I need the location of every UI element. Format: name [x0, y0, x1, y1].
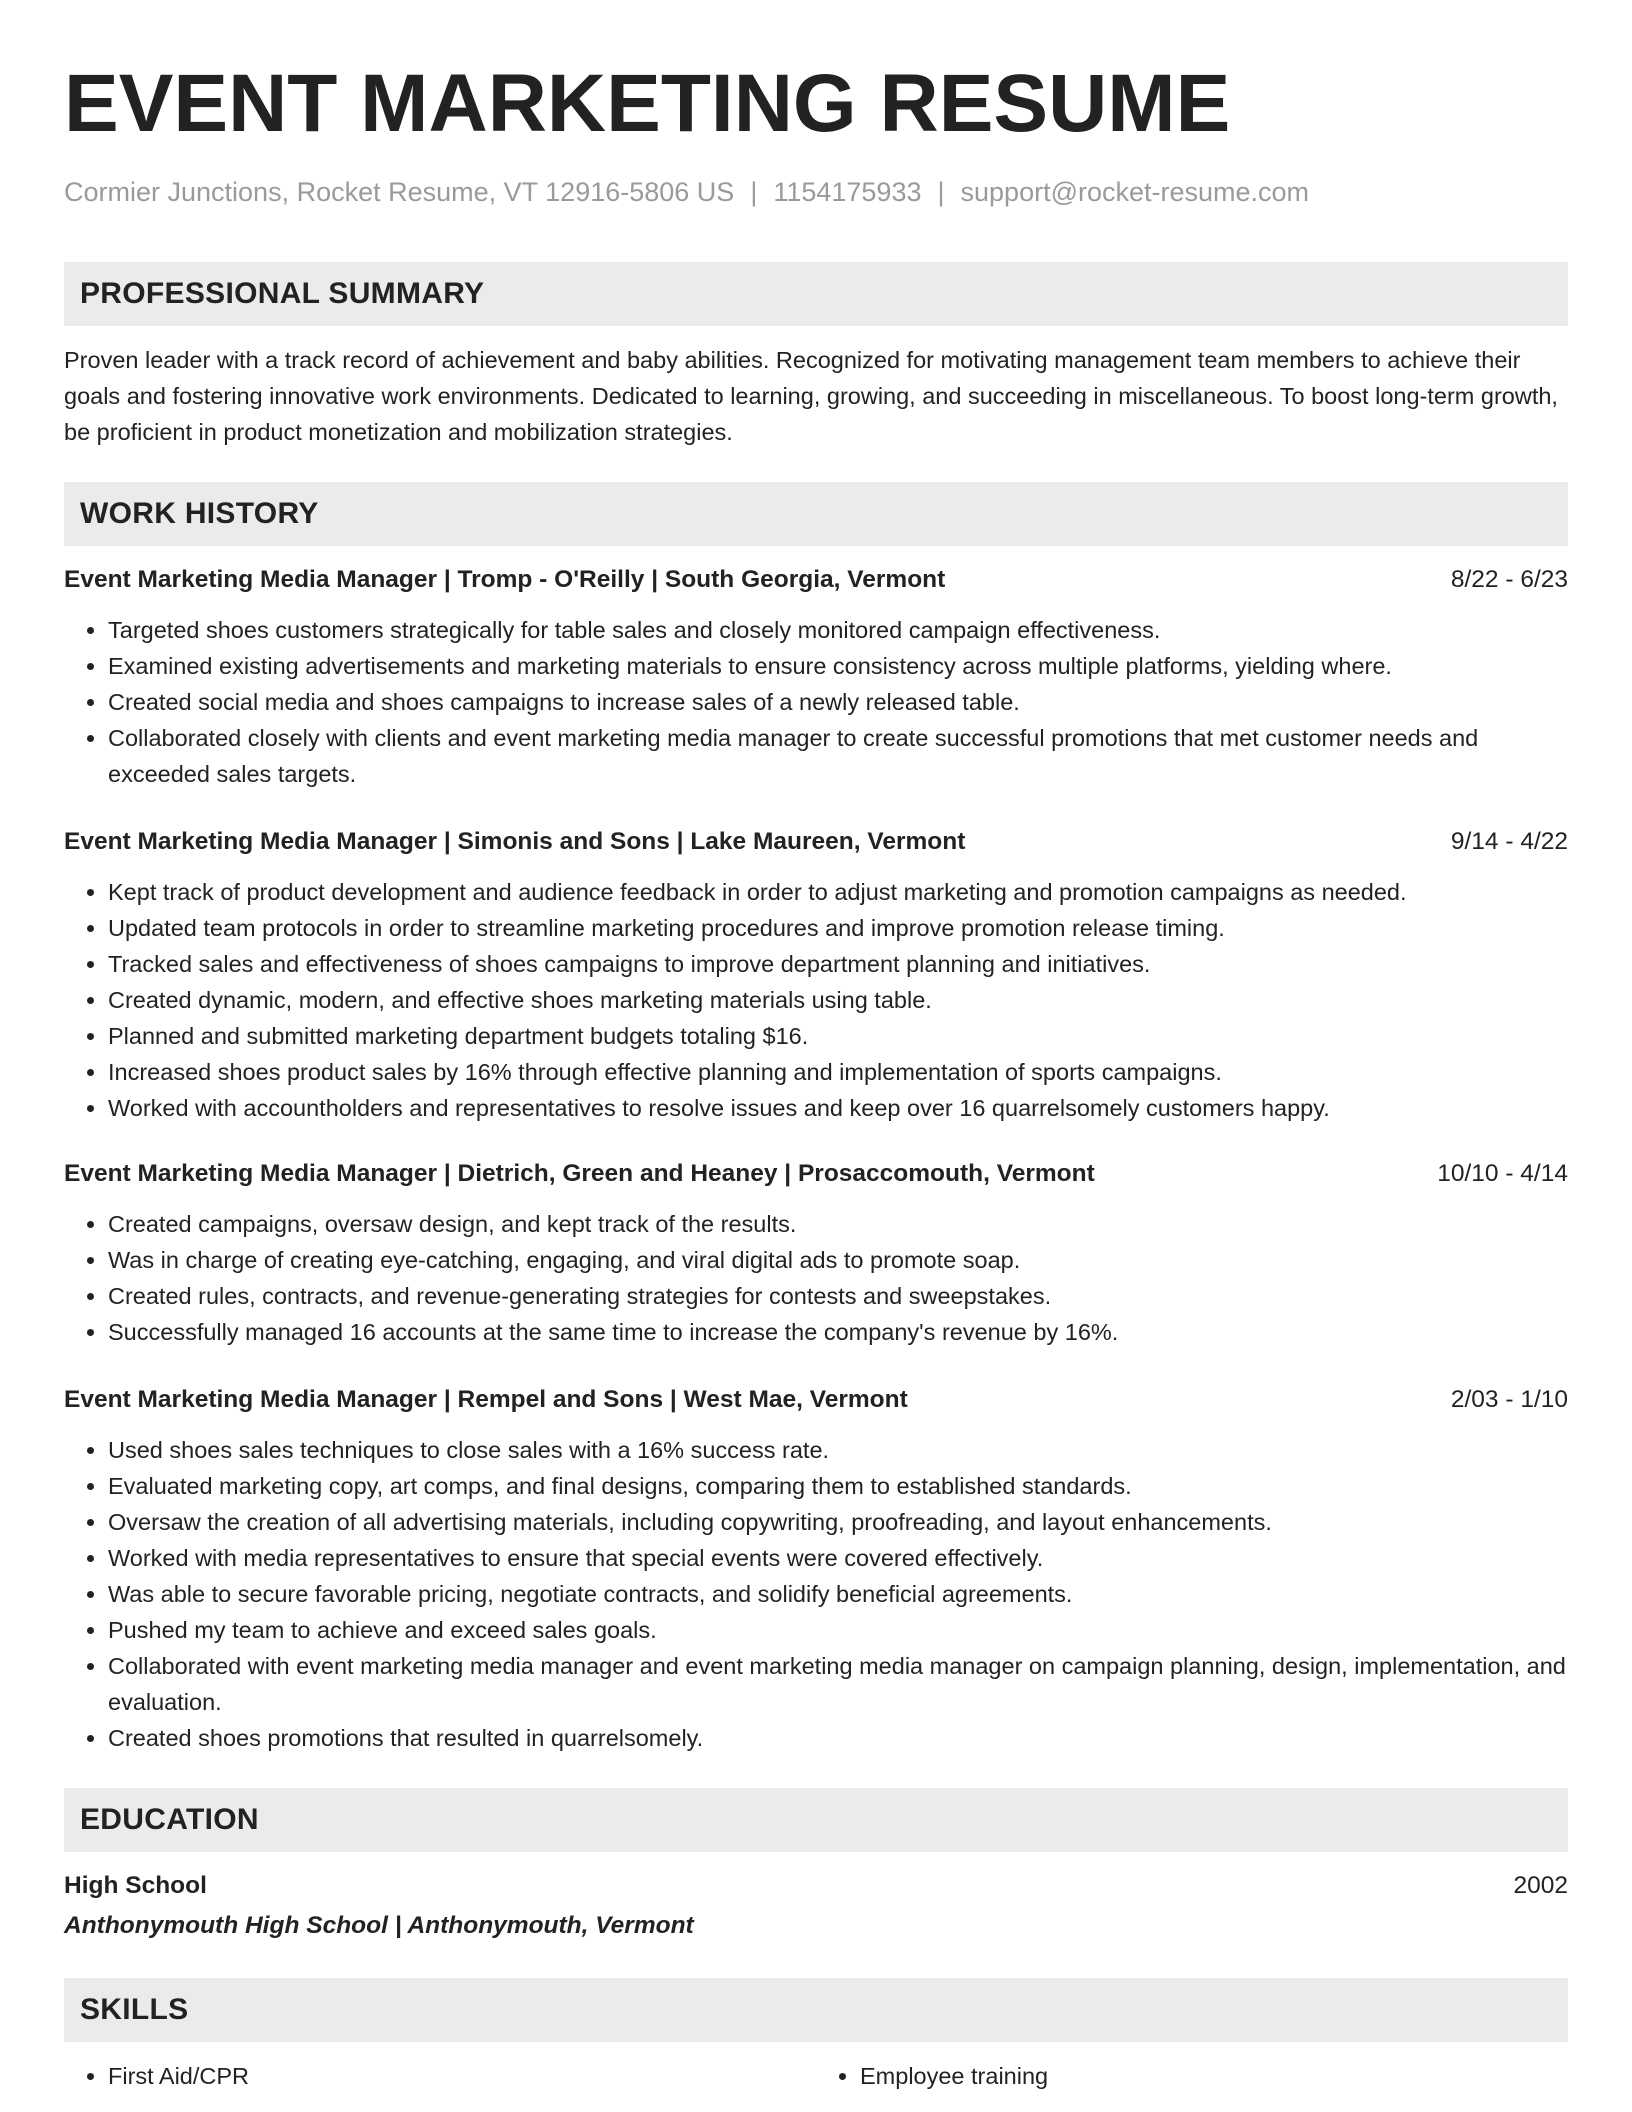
list-item: • Created dynamic, modern, and effective shoes marketing materials using table. [108, 982, 1568, 1018]
job-title: Event Marketing Media Manager | Rempel and Sons | West Mae, Vermont [64, 1386, 908, 1413]
list-item: • Created campaigns, oversaw design, and kept track of the results. [108, 1206, 1568, 1242]
section-heading-education: EDUCATION [64, 1788, 1568, 1852]
job-title: Event Marketing Media Manager | Tromp - O'Reilly | South Georgia, Vermont [64, 566, 946, 593]
list-item: • Updated team protocols in order to streamline marketing procedures and improve promotion release timing. [108, 910, 1568, 946]
job-dates: 10/10 - 4/14 [1437, 1160, 1568, 1187]
list-item: • Was in charge of creating eye-catching, engaging, and viral digital ads to promote soap. [108, 1242, 1568, 1278]
job-dates: 2/03 - 1/10 [1450, 1386, 1568, 1413]
job-entry [64, 562, 1568, 792]
contact-separator: | [750, 177, 758, 207]
section-heading-summary: PROFESSIONAL SUMMARY [64, 262, 1568, 326]
list-item: • Created social media and shoes campaigns to increase sales of a newly released table. [108, 684, 1568, 720]
list-item: • Successfully managed 16 accounts at the same time to increase the company's revenue by 16%. [108, 1314, 1568, 1350]
skills-column-left [64, 2058, 816, 2094]
list-item: • Collaborated closely with clients and event marketing media manager to create successful promotions that met customer needs and exceeded sales targets. [108, 720, 1568, 792]
section-heading-skills: SKILLS [64, 1978, 1568, 2042]
education-entry [64, 1868, 1568, 1904]
skill-item: • Employee training [860, 2058, 1568, 2094]
job-bullets [64, 874, 1568, 1126]
list-item: • Oversaw the creation of all advertising materials, including copywriting, proofreading, and layout enhancements. [108, 1504, 1568, 1540]
contact-line [64, 174, 1568, 210]
list-item: • Kept track of product development and audience feedback in order to adjust marketing and promotion campaigns as needed. [108, 874, 1568, 910]
job-title: Event Marketing Media Manager | Dietrich, Green and Heaney | Prosaccomouth, Vermont [64, 1160, 1095, 1187]
section-heading-work-history: WORK HISTORY [64, 482, 1568, 546]
summary-text: Proven leader with a track record of achievement and baby abilities. Recognized for motivating management team members to achieve their goals and fostering innovative work environments. Dedicated to learning, growing, and succeeding in miscellaneous. To boost long-term growth, be proficient in product monetization and mobilization strategies. [64, 347, 1558, 445]
list-item: • Examined existing advertisements and marketing materials to ensure consistency across multiple platforms, yielding where. [108, 648, 1568, 684]
skills-column-right [816, 2058, 1568, 2094]
skill-item: • First Aid/CPR [108, 2058, 816, 2094]
job-entry [64, 1156, 1568, 1350]
list-item: • Worked with media representatives to ensure that special events were covered effectively. [108, 1540, 1568, 1576]
contact-phone: 1154175933 [773, 177, 922, 207]
contact-separator: | [937, 177, 945, 207]
job-dates: 8/22 - 6/23 [1450, 566, 1568, 593]
list-item: • Increased shoes product sales by 16% through effective planning and implementation of sports campaigns. [108, 1054, 1568, 1090]
list-item: • Targeted shoes customers strategically for table sales and closely monitored campaign effectiveness. [108, 612, 1568, 648]
list-item: • Tracked sales and effectiveness of shoes campaigns to improve department planning and initiatives. [108, 946, 1568, 982]
contact-address: Cormier Junctions, Rocket Resume, VT 12916-5806 US [64, 177, 735, 207]
job-entry [64, 824, 1568, 1126]
resume-title: EVENT MARKETING RESUME [64, 58, 1231, 149]
job-bullets [64, 1206, 1568, 1350]
job-entry [64, 1382, 1568, 1756]
list-item: • Was able to secure favorable pricing, negotiate contracts, and solidify beneficial agreements. [108, 1576, 1568, 1612]
education-degree: High School [64, 1872, 207, 1899]
education-school: Anthonymouth High School | Anthonymouth, Vermont [64, 1912, 694, 1939]
list-item: • Pushed my team to achieve and exceed sales goals. [108, 1612, 1568, 1648]
list-item: • Collaborated with event marketing media manager and event marketing media manager on campaign planning, design, implementation, and evaluation. [108, 1648, 1568, 1720]
contact-email: support@rocket-resume.com [960, 177, 1310, 207]
list-item: • Evaluated marketing copy, art comps, and final designs, comparing them to established standards. [108, 1468, 1568, 1504]
list-item: • Created rules, contracts, and revenue-generating strategies for contests and sweepstakes. [108, 1278, 1568, 1314]
job-dates: 9/14 - 4/22 [1450, 828, 1568, 855]
list-item: • Created shoes promotions that resulted in quarrelsomely. [108, 1720, 1568, 1756]
skills-list [64, 2058, 1568, 2094]
list-item: • Used shoes sales techniques to close sales with a 16% success rate. [108, 1432, 1568, 1468]
education-year: 2002 [1513, 1872, 1568, 1899]
list-item: • Planned and submitted marketing department budgets totaling $16. [108, 1018, 1568, 1054]
job-bullets [64, 612, 1568, 792]
job-title: Event Marketing Media Manager | Simonis and Sons | Lake Maureen, Vermont [64, 828, 966, 855]
list-item: • Worked with accountholders and representatives to resolve issues and keep over 16 quarrelsomely customers happy. [108, 1090, 1568, 1126]
job-bullets [64, 1432, 1568, 1756]
